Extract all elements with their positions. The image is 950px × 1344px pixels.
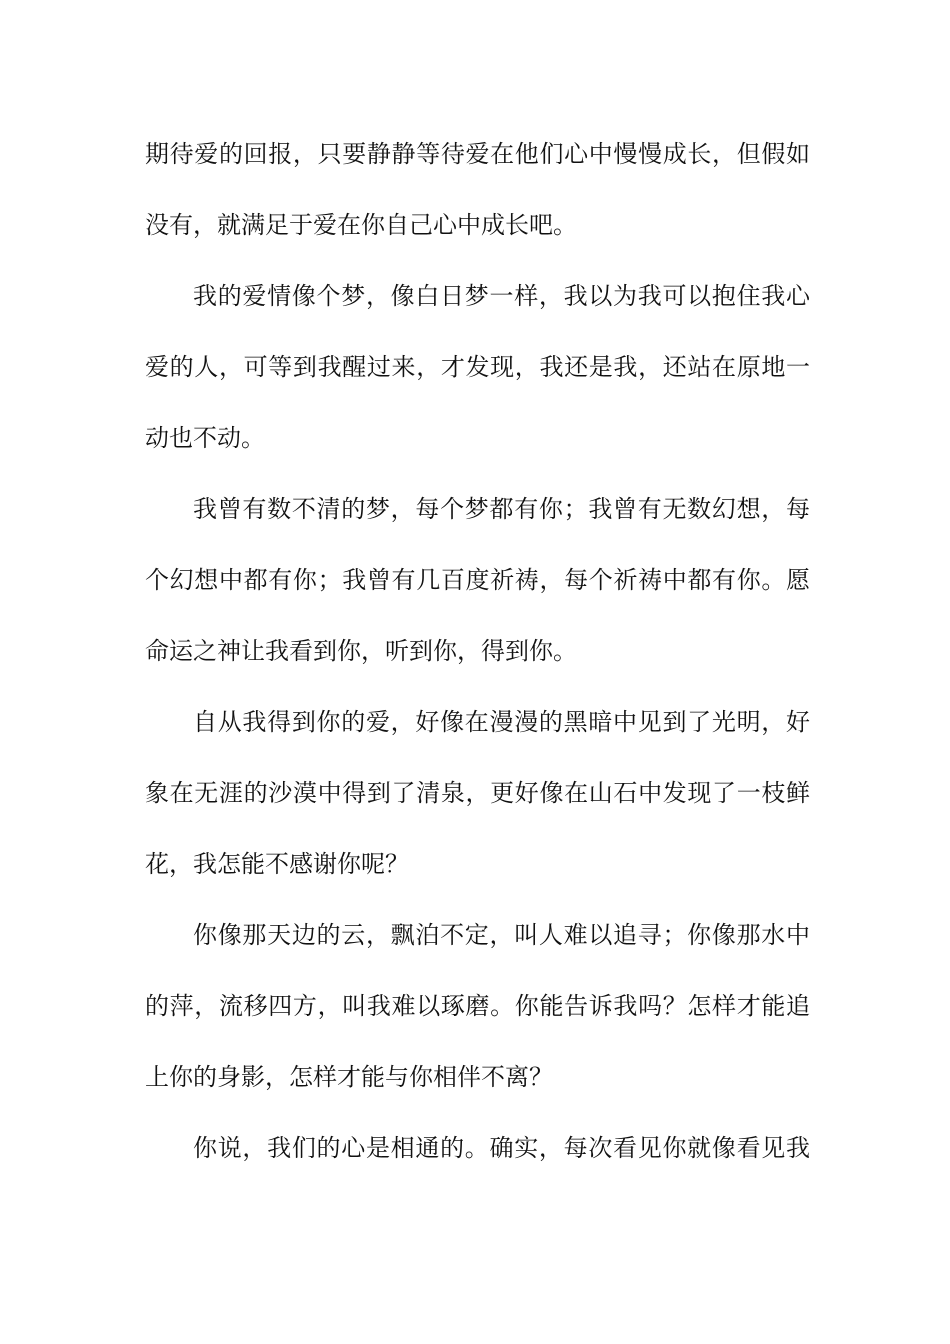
text-line: 爱的人，可等到我醒过来，才发现，我还是我，还站在原地一	[145, 353, 810, 381]
text-line: 的萍，流移四方，叫我难以琢磨。你能告诉我吗？怎样才能追	[145, 992, 810, 1020]
text-line: 没有，就满足于爱在你自己心中成长吧。	[145, 211, 577, 239]
paragraph-first-line: 你说，我们的心是相通的。确实，每次看见你就像看见我	[193, 1134, 810, 1162]
text-line: 象在无涯的沙漠中得到了清泉，更好像在山石中发现了一枝鲜	[145, 779, 810, 807]
text-line: 上你的身影，怎样才能与你相伴不离？	[145, 1063, 553, 1091]
paragraph-first-line: 你像那天边的云，飘泊不定，叫人难以追寻；你像那水中	[193, 921, 810, 949]
text-line: 动也不动。	[145, 424, 265, 452]
text-line: 期待爱的回报，只要静静等待爱在他们心中慢慢成长，但假如	[145, 140, 810, 168]
paragraph-first-line: 自从我得到你的爱，好像在漫漫的黑暗中见到了光明，好	[193, 708, 810, 736]
text-line: 命运之神让我看到你，听到你，得到你。	[145, 637, 577, 665]
text-line: 花，我怎能不感谢你呢？	[145, 850, 409, 878]
text-line: 个幻想中都有你；我曾有几百度祈祷，每个祈祷中都有你。愿	[145, 566, 810, 594]
paragraph-first-line: 我的爱情像个梦，像白日梦一样，我以为我可以抱住我心	[193, 282, 810, 310]
body-text	[145, 124, 810, 1189]
paragraph-first-line: 我曾有数不清的梦，每个梦都有你；我曾有无数幻想，每	[193, 495, 810, 523]
